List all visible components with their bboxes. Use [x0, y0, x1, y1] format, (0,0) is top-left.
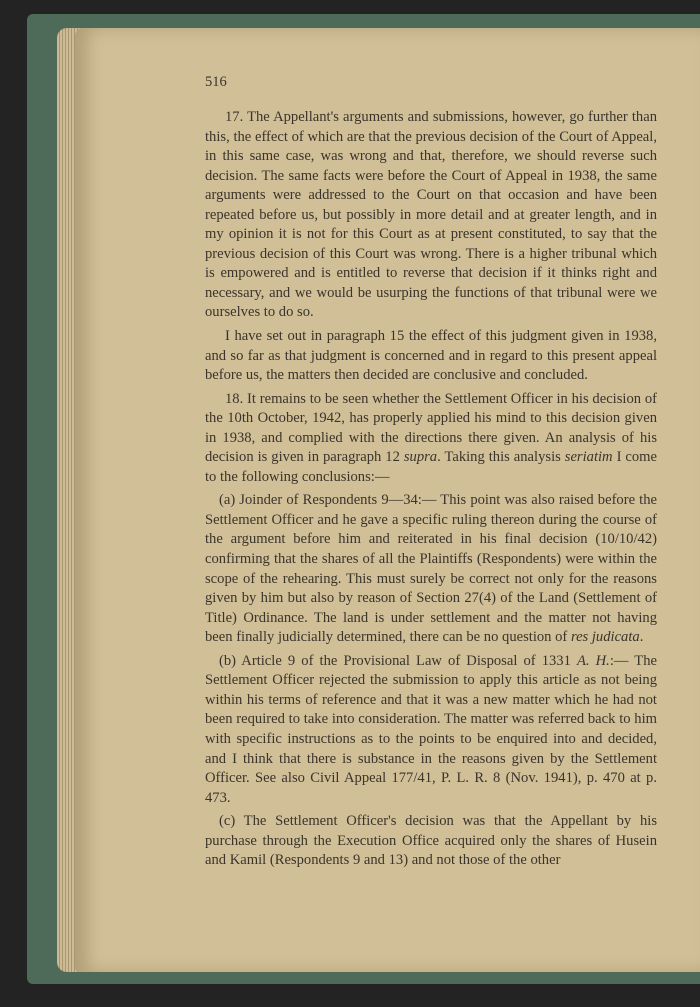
paragraph — [205, 491, 657, 647]
italic-text: res judicata — [570, 629, 640, 646]
paragraph-text: 17. The Appellant's arguments and submissions, however, go further than this, the effect of which are that the previous decision of the Court of Appeal, in this same case, was wrong and that, therefore, we should reverse such decision. The same facts were before the Court of Appeal in 1938, the same arguments were addressed to the Court on that occasion and have been repeated before us, but possibly in more detail and at greater length, and in my opinion it is not for this Court as at present constituted, to say that the previous decision of this Court was wrong. There is a higher tribunal which is empowered and is entitled to reverse that decision if it thinks right and necessary, and we would be usurping the functions of that tribunal were we ourselves to do so. — [205, 109, 657, 321]
paragraph-text: (b) Article 9 of the Provisional Law of Disposal of 1331 — [219, 652, 577, 669]
paragraph — [205, 108, 657, 323]
paragraph — [205, 812, 657, 871]
paragraph — [205, 327, 657, 386]
paragraph-text: (c) The Settlement Officer's decision was that the Appellant by his purchase through the Execution Office acquired only the shares of Husein and Kamil (Respondents 9 and 13) and not those of the other — [205, 813, 657, 869]
paragraph-text: 18. It remains to be seen whether the Settlement Officer in his decision of the 10th October, 1942, has properly applied his mind to this decision given in 1938, and complied with the directions there given. An analysis of his decision is given in paragraph 12 — [205, 390, 657, 466]
italic-text: A. H. — [576, 652, 610, 669]
paragraph-text: I come to the following conclusions:— — [205, 449, 657, 485]
italic-text: seriatim — [564, 449, 613, 466]
paragraph-text: . Taking this analysis — [437, 449, 565, 466]
paragraph-text: I have set out in paragraph 15 the effect of this judgment given in 1938, and so far as that judgment is concerned and in regard to this present appeal before us, the matters then decided are conclusive and concluded. — [205, 328, 657, 384]
page-body-text — [205, 108, 657, 875]
page-number: 516 — [205, 74, 227, 90]
paragraph — [205, 390, 657, 488]
paragraph-text: (a) Joinder of Respondents 9—34:— This point was also raised before the Settlement Officer and he gave a specific ruling thereon during the course of the argument before him and reiterated in his final decision (10/10/42) confirming that the shares of all the Plaintiffs (Respondents) were within the scope of the rehearing. This must surely be correct not only for the reasons given by him but also by reason of Section 27(4) of the Land (Settlement of Title) Ordinance. The land is under settlement and the matter not having been finally judicially determined, there can be no question of — [205, 492, 657, 646]
italic-text: supra — [403, 449, 438, 466]
paragraph — [205, 652, 657, 808]
paragraph-text: . — [639, 629, 644, 646]
paragraph-text: :— The Settlement Officer rejected the submission to apply this article as not being within his terms of reference and that it was a new matter which he had not been required to take into consideration. The matter was referred back to him with specific instructions as to the points to be enquired into and decided, and I think that there is substance in the reasons given by the Settlement Officer. See also Civil Appeal 177/41, P. L. R. 8 (Nov. 1941), p. 470 at p. 473. — [205, 652, 657, 806]
